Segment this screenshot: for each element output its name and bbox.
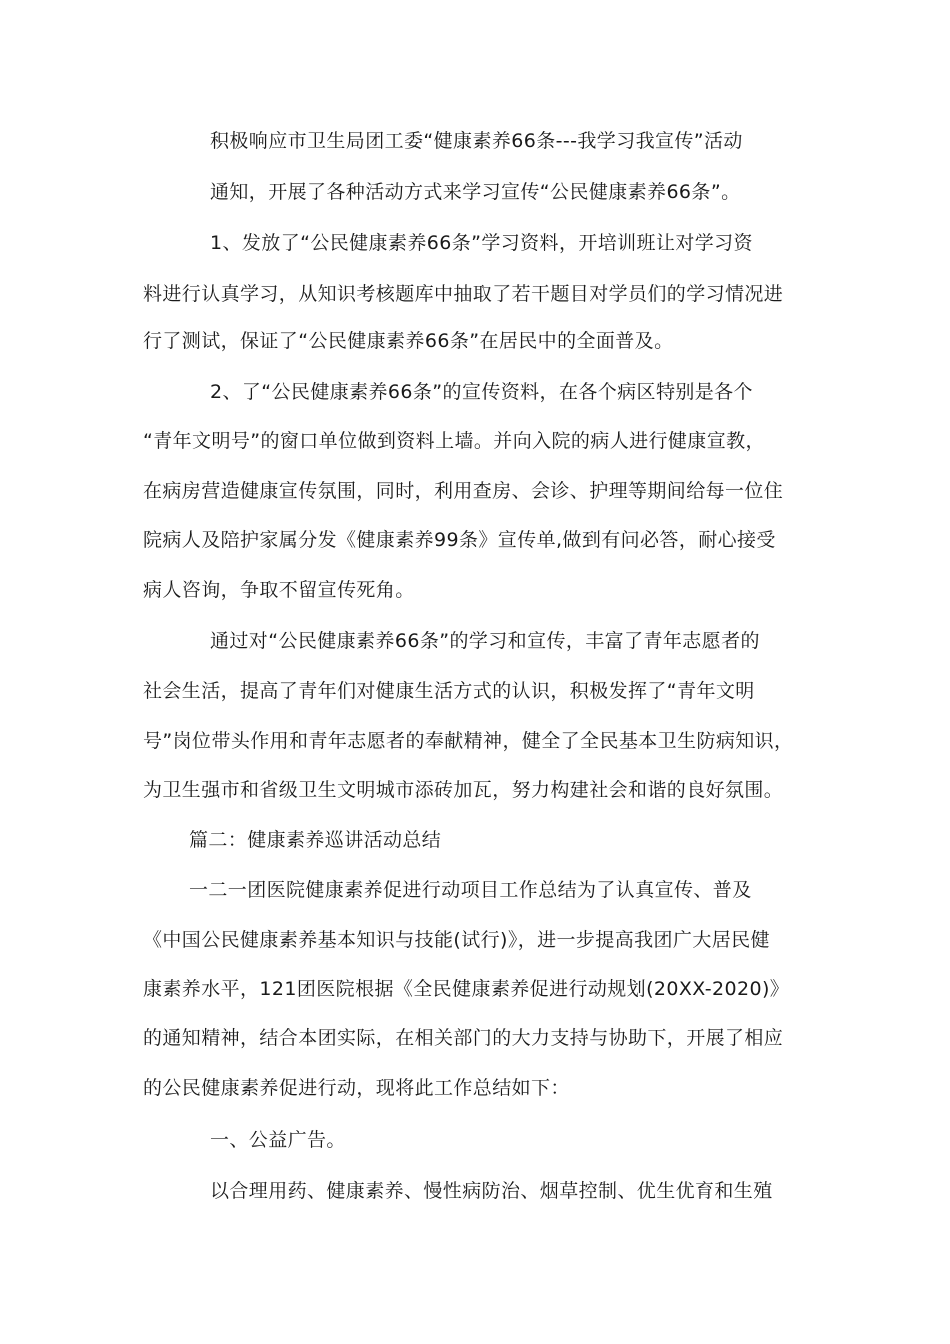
- text-line: 行了测试，保证了“公民健康素养66条”在居民中的全面普及。: [143, 330, 674, 352]
- text-line: 通过对“公民健康素养66条”的学习和宣传，丰富了青年志愿者的: [210, 630, 760, 652]
- text-line: 的公民健康素养促进行动，现将此工作总结如下：: [143, 1077, 570, 1099]
- text-line: 在病房营造健康宣传氛围，同时，利用查房、会诊、护理等期间给每一位住: [143, 480, 784, 502]
- text-line: 为卫生强市和省级卫生文明城市添砖加瓦，努力构建社会和谐的良好氛围。: [143, 779, 784, 801]
- text-line: 一二一团医院健康素养促进行动项目工作总结为了认真宣传、普及: [189, 879, 752, 901]
- section-heading: 篇二：健康素养巡讲活动总结: [189, 829, 442, 851]
- text-line: 病人咨询，争取不留宣传死角。: [143, 579, 415, 601]
- text-line: 2、了“公民健康素养66条”的宣传资料，在各个病区特别是各个: [210, 381, 753, 403]
- text-line: 社会生活，提高了青年们对健康生活方式的认识，积极发挥了“青年文明: [143, 680, 755, 702]
- text-line: 1、发放了“公民健康素养66条”学习资料，开培训班让对学习资: [210, 232, 753, 254]
- text-line: 积极响应市卫生局团工委“健康素养66条---我学习我宣传”活动: [210, 130, 743, 152]
- text-line: 院病人及陪护家属分发《健康素养99条》宣传单,做到有问必答，耐心接受: [143, 529, 776, 551]
- subsection-heading: 一、公益广告。: [210, 1129, 346, 1151]
- text-line: 的通知精神，结合本团实际，在相关部门的大力支持与协助下，开展了相应: [143, 1027, 784, 1049]
- text-line: “青年文明号”的窗口单位做到资料上墙。并向入院的病人进行健康宣教，: [143, 430, 765, 452]
- text-line: 号”岗位带头作用和青年志愿者的奉献精神，健全了全民基本卫生防病知识，: [143, 730, 794, 752]
- text-line: 通知，开展了各种活动方式来学习宣传“公民健康素养66条”。: [210, 181, 741, 203]
- text-line: 以合理用药、健康素养、慢性病防治、烟草控制、优生优育和生殖: [210, 1180, 773, 1202]
- text-line: 料进行认真学习，从知识考核题库中抽取了若干题目对学员们的学习情况进: [143, 283, 784, 305]
- text-line: 康素养水平，121团医院根据《全民健康素养促进行动规划(20XX-2020)》: [143, 978, 790, 1000]
- text-line: 《中国公民健康素养基本知识与技能(试行)》，进一步提高我团广大居民健: [143, 929, 770, 951]
